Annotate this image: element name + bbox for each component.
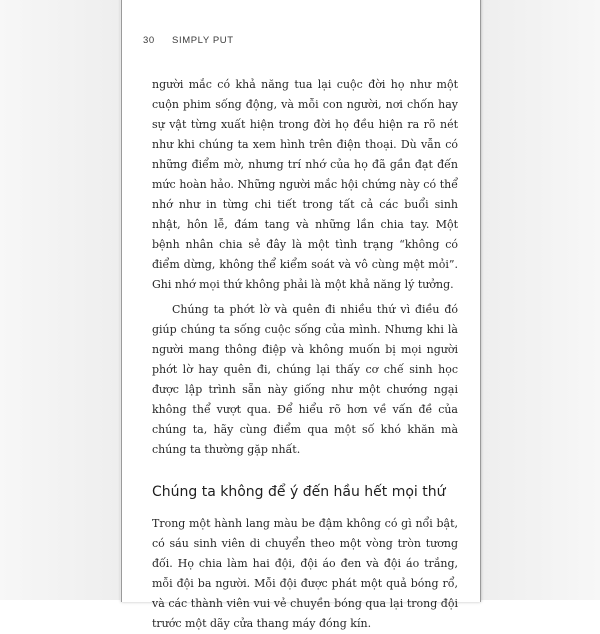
book-page	[121, 0, 481, 630]
page-number: 30	[143, 35, 155, 46]
book-title: SIMPLY PUT	[172, 35, 234, 46]
right-margin-shadow	[480, 0, 600, 600]
page-body	[152, 75, 458, 634]
running-header	[143, 35, 234, 46]
paragraph: Chúng ta phớt lờ và quên đi nhiều thứ vì điều đó giúp chúng ta sống cuộc sống của mình. Nhưng khi là người mang thông điệp và không muốn bị mọi người phớt lờ hay quên đi, chúng lại thấy cơ chế sinh học được lập trình sẵn này giống như một chướng ngại không thể vượt qua. Để hiểu rõ hơn về vấn đề của chúng ta, hãy cùng điểm qua một số khó khăn mà chúng ta thường gặp nhất.	[152, 303, 458, 456]
left-margin-shadow	[0, 0, 120, 600]
paragraph-continued: người mắc có khả năng tua lại cuộc đời họ như một cuộn phim sống động, và mỗi con người, nơi chốn hay sự vật từng xuất hiện trong đời họ đều hiện ra rõ nét như khi chúng ta xem hình trên điện thoại. Dù vẫn có những điểm mờ, nhưng trí nhớ của họ đã gần đạt đến mức hoàn hảo. Những người mắc hội chứng này có thể nhớ như in từng chi tiết trong tất cả các buổi sinh nhật, hôn lễ, đám tang và những lần chia tay. Một bệnh nhân chia sẻ đây là một tình trạng “không có điểm dừng, không thể kiểm soát và vô cùng mệt mỏi”. Ghi nhớ mọi thứ không phải là một khả năng lý tưởng.	[152, 78, 458, 291]
section-paragraph: Trong một hành lang màu be đậm không có gì nổi bật, có sáu sinh viên di chuyển theo một vòng tròn tương đối. Họ chia làm hai đội, đội áo đen và đội áo trắng, mỗi đội ba người. Mỗi đội được phát một quả bóng rổ, và các thành viên vui vẻ chuyền bóng qua lại trong đội trước một dãy cửa thang máy đóng kín.	[152, 517, 458, 630]
section-heading: Chúng ta không để ý đến hầu hết mọi thứ	[152, 484, 446, 500]
